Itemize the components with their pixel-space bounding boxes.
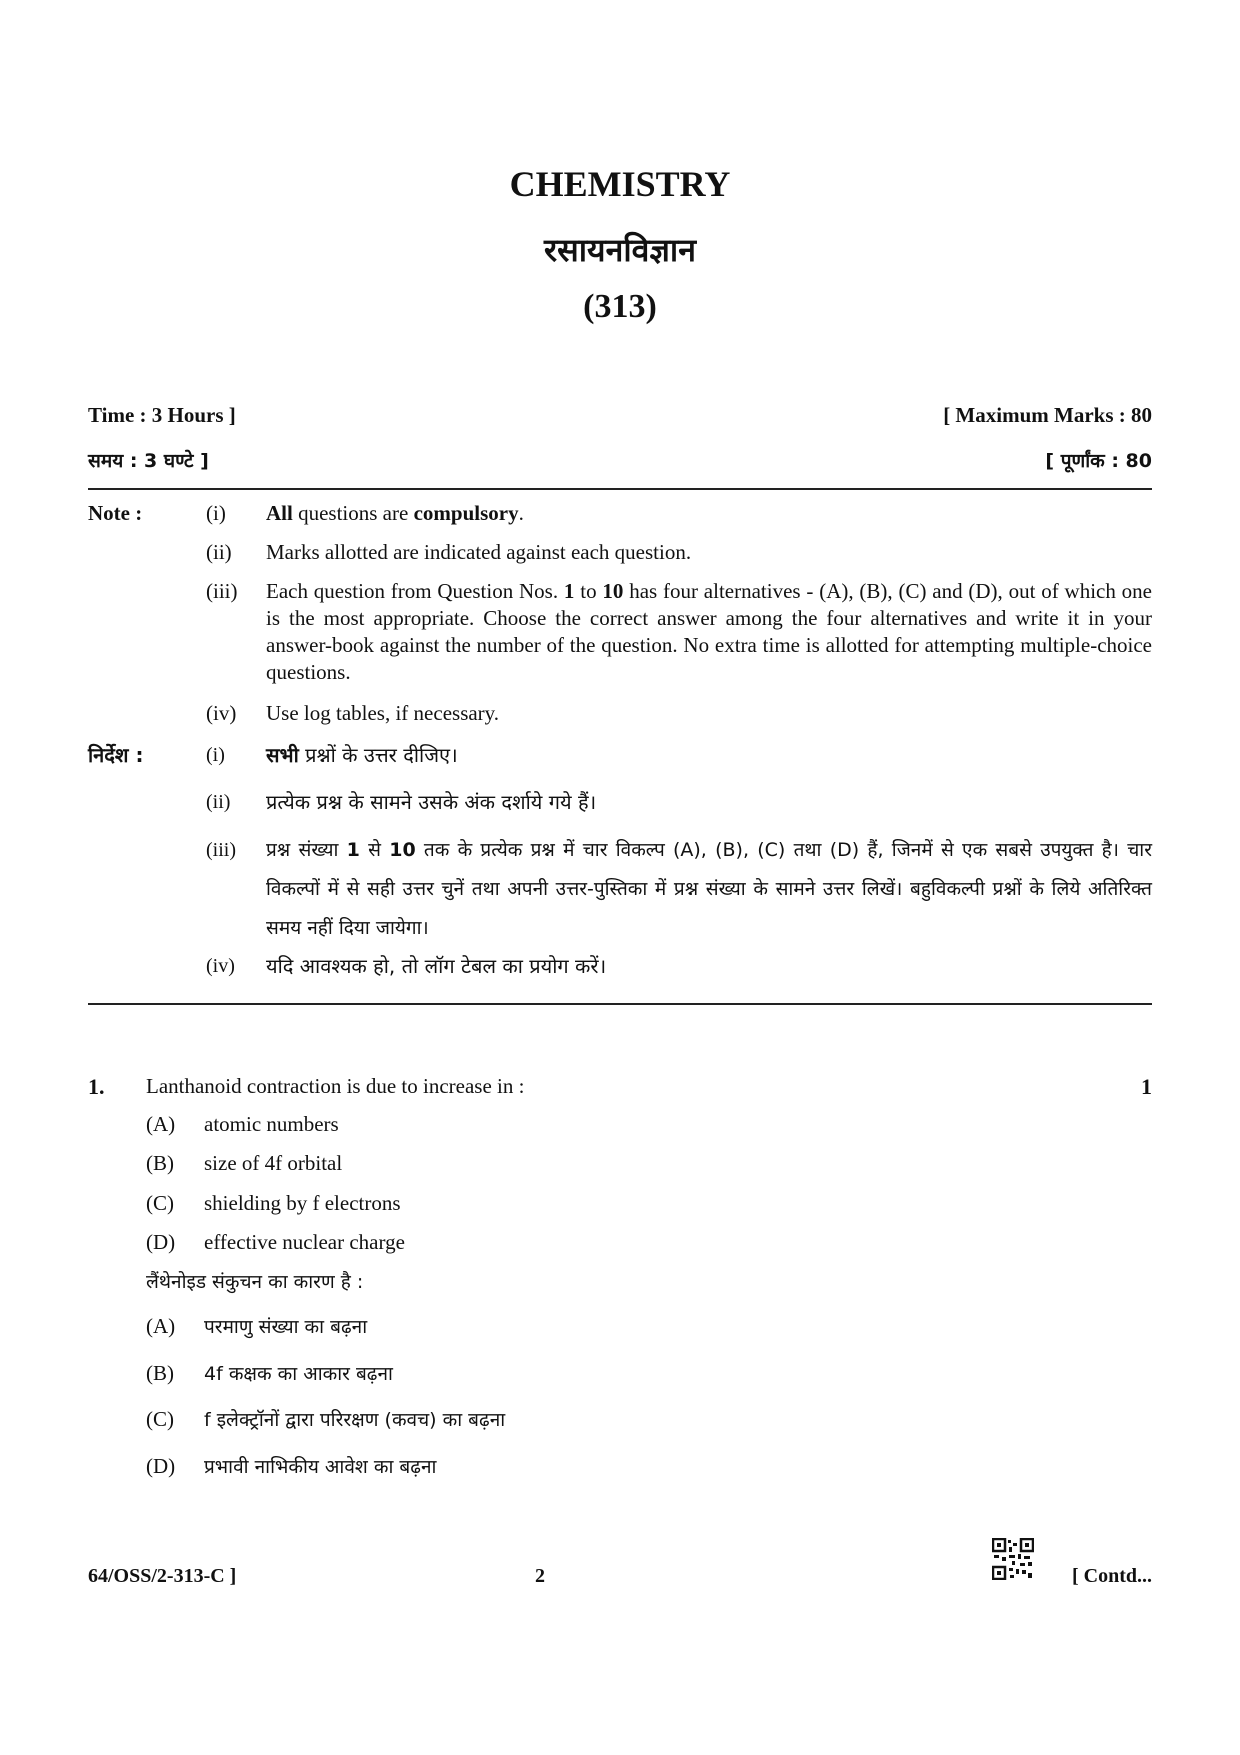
option-d: (D) effective nuclear charge — [146, 1230, 405, 1254]
qr-code-icon — [992, 1538, 1034, 1580]
time-label: Time : 3 Hours ] — [88, 403, 236, 427]
option-a: (A) atomic numbers — [146, 1112, 339, 1136]
option-a-hindi: (A) परमाणु संख्या का बढ़ना — [146, 1314, 368, 1338]
max-marks-label: [ Maximum Marks : 80 — [943, 403, 1152, 427]
note-number: (i) — [206, 501, 226, 525]
question-number: 1. — [88, 1074, 105, 1099]
note-number: (i) — [206, 744, 225, 766]
note-number: (iii) — [206, 579, 238, 603]
note-text-hindi: यदि आवश्यक हो, तो लॉग टेबल का प्रयोग करें। — [266, 954, 607, 978]
option-c: (C) shielding by f electrons — [146, 1191, 401, 1215]
option-c-hindi: (C) f इलेक्ट्रॉनों द्वारा परिरक्षण (कवच) का बढ़ना — [146, 1407, 506, 1431]
note-number: (iv) — [206, 955, 235, 977]
note-text: All questions are compulsory. — [266, 501, 524, 525]
continued-label: [ Contd... — [1071, 1565, 1152, 1587]
note-number: (iv) — [206, 701, 237, 725]
divider-bottom — [88, 1003, 1152, 1005]
option-b-hindi: (B) 4f कक्षक का आकार बढ़ना — [146, 1361, 393, 1385]
note-label-hindi: निर्देश : — [88, 743, 144, 767]
note-number: (ii) — [206, 791, 231, 813]
question-marks: 1 — [1141, 1074, 1152, 1099]
divider-top — [88, 488, 1152, 490]
note-text-hindi: प्रश्न संख्या 1 से 10 तक के प्रत्येक प्रश्न में चार विकल्प (A), (B), (C) तथा (D) हैं, जिनमें से एक सबसे उपयुक्त है। चार विकल्पों में से सही उत्तर चुनें तथा अपनी उत्तर-पुस्तिका में प्रश्न संख्या के सामने उत्तर लिखें। बहुविकल्पी प्रश्नों के लिये अतिरिक्त समय नहीं दिया जायेगा। — [266, 839, 1152, 939]
option-d-hindi: (D) प्रभावी नाभिकीय आवेश का बढ़ना — [146, 1454, 437, 1478]
note-label: Note : — [88, 501, 143, 525]
note-number: (iii) — [206, 839, 236, 861]
note-text: Marks allotted are indicated against each question. — [266, 540, 692, 564]
page-number: 2 — [535, 1565, 545, 1587]
time-label-hindi: समय : 3 घण्टे ] — [88, 450, 209, 472]
subject-title: CHEMISTRY — [509, 164, 731, 204]
question-text-hindi: लैंथेनोइड संकुचन का कारण है : — [146, 1271, 364, 1293]
question-text: Lanthanoid contraction is due to increase in : — [146, 1074, 525, 1098]
note-text: Use log tables, if necessary. — [266, 701, 500, 725]
note-text-hindi: सभी प्रश्नों के उत्तर दीजिए। — [266, 743, 458, 767]
note-number: (ii) — [206, 540, 232, 564]
option-b: (B) size of 4f orbital — [146, 1151, 343, 1175]
note-text-hindi: प्रत्येक प्रश्न के सामने उसके अंक दर्शाये गये हैं। — [266, 790, 597, 814]
paper-code: 64/OSS/2-313-C ] — [88, 1565, 237, 1587]
subject-title-hindi: रसायनविज्ञान — [544, 231, 696, 269]
max-marks-label-hindi: [ पूर्णांक : 80 — [1045, 450, 1152, 472]
subject-code: (313) — [583, 288, 657, 325]
note-text: Each question from Question Nos. 1 to 10 has four alternatives - (A), (B), (C) and (D), out of which one is the most appropriate. Choose the correct answer among the four alternatives and write it in your answer-book against the number of the question. No extra time is allotted for attempting multiple-choice questions. — [266, 579, 1153, 684]
